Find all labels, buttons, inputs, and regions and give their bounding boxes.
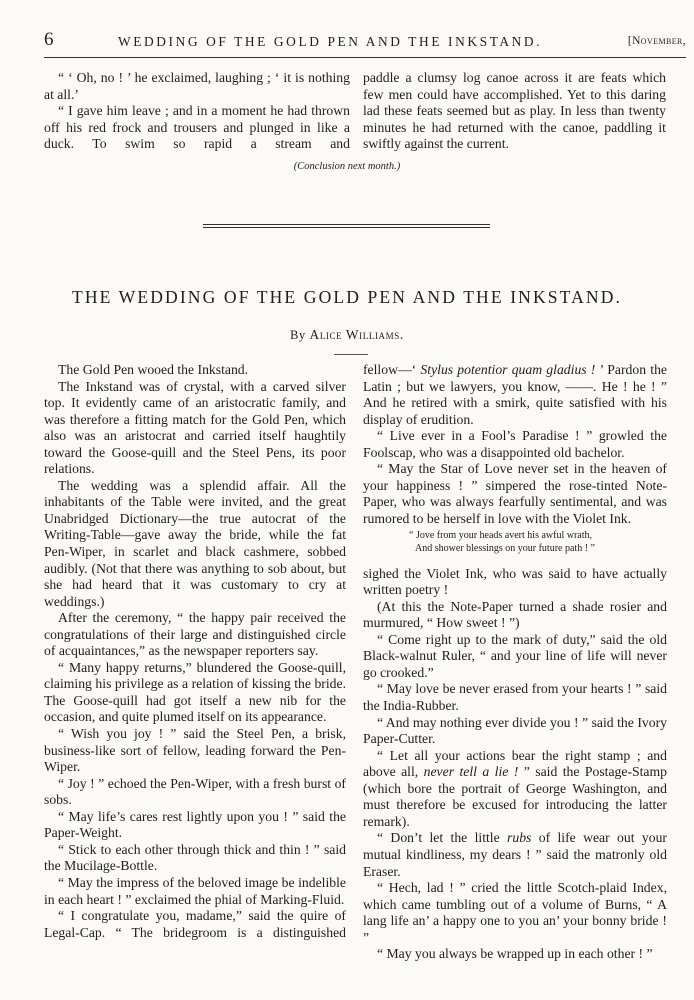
- paragraph: “ Live ever in a Fool’s Paradise ! ” growled the Foolscap, who was a disappointed old bachelor.: [363, 428, 667, 460]
- text-span: “ Don’t let the little: [377, 830, 508, 846]
- emphasis: rubs: [507, 830, 532, 846]
- text-span: of life wear out your mutual kindliness, my dears ! ” said the matronly old Eraser.: [363, 830, 667, 879]
- byline: [0, 327, 694, 343]
- author-name: Alice Williams.: [309, 327, 404, 342]
- paragraph: The Inkstand was of crystal, with a carved silver top. It evidently came of an aristocratic family, and was therefore a fitting match for the Gold Pen, which also was an aristocrat and carried itself haughtily toward the Goose-quill and the Steel Pens, its poor relations.: [44, 378, 346, 477]
- paragraph: “ May the impress of the beloved image be indelible in each heart ! ” exclaimed the phial of Marking-Fluid.: [44, 874, 346, 907]
- story-separator: [203, 224, 490, 228]
- previous-story-left-column: [44, 70, 350, 153]
- byline-rule: [334, 354, 368, 355]
- previous-story-right-column: [363, 70, 666, 153]
- paragraph: “ May life’s cares rest lightly upon you ! ” said the Paper-Weight.: [44, 808, 346, 841]
- continuation-note: (Conclusion next month.): [293, 161, 401, 172]
- paragraph: “ I gave him leave ; and in a moment he had thrown off his red frock and trousers and plunged in like a duck. To swim so rapid a stream and: [44, 103, 350, 152]
- running-title: WEDDING OF THE GOLD PEN AND THE INKSTAND.: [118, 34, 543, 49]
- paragraph: “ Joy ! ” echoed the Pen-Wiper, with a fresh burst of sobs.: [44, 775, 346, 808]
- header-rule: [44, 57, 686, 58]
- article-left-column: [44, 362, 346, 941]
- poem-verse: [409, 530, 667, 555]
- text-span: ’ Pardon the Latin ; but we lawyers, you know, ——. He ! he ! ” And he retired with a smirk, quite satisfied with his display of erudition.: [363, 362, 668, 427]
- paragraph: The Gold Pen wooed the Inkstand.: [58, 362, 249, 377]
- paragraph: “ May you always be wrapped up in each other ! ”: [377, 946, 653, 962]
- paragraph: paddle a clumsy log canoe across it are feats which few men could have accomplished. Yet to this daring lad these feats seemed but as play. In less than twenty minutes he had returned with the canoe, paddling it swiftly against the current.: [363, 70, 666, 152]
- latin-motto: Stylus potentior quam gladius !: [420, 362, 596, 377]
- paragraph: (At this the Note-Paper turned a shade rosier and murmured, “ How sweet ! ”): [363, 598, 667, 631]
- text-span: “ Let all your actions bear the right stamp ; and above all,: [363, 747, 667, 780]
- issue-month: [November,: [627, 35, 686, 47]
- article-title: THE WEDDING OF THE GOLD PEN AND THE INKSTAND.: [71, 287, 622, 307]
- paragraph: “ May love be never erased from your hearts ! ” said the India-Rubber.: [363, 681, 667, 714]
- paragraph: The wedding was a splendid affair. All the inhabitants of the Table were invited, and the great Unabridged Dictionary—the true autocrat of the Writing-Table—gave away the bride, while the fat Pen-Wiper, in scarlet and black cashmere, sobbed audibly. (Not that there was anything to sob about, but she had heard that it was customary to cry at weddings.): [44, 477, 346, 609]
- paragraph: “ Many happy returns,” blundered the Goose-quill, claiming his privilege as a relation of kissing the bride. The Goose-quill had got itself a new nib for the occasion, and quite plumed itself on its appearance.: [44, 659, 346, 725]
- paragraph: “ I congratulate you, madame,” said the quire of Legal-Cap. “ The bridegroom is a distinguished: [44, 908, 346, 940]
- poem-line: And shower blessings on your future path ! ”: [415, 543, 595, 555]
- page-number: 6: [44, 29, 54, 50]
- text-span: ” said the Postage-Stamp (which bore the portrait of George Washington, and must therefore be excused for introducing the latter remark).: [363, 764, 667, 829]
- paragraph: [363, 362, 667, 428]
- paragraph: “ May the Star of Love never set in the heaven of your happiness ! ” simpered the rose-tinted Note-Paper, who was always fearfully sentimental, and was rumored to be herself in love with the Violet Ink.: [363, 461, 667, 526]
- paragraph: “ Come right up to the mark of duty,” said the old Black-walnut Ruler, “ and your line of life will never go crooked.”: [363, 631, 667, 680]
- running-header: [44, 29, 686, 55]
- text-span: fellow—‘: [363, 362, 421, 377]
- emphasis: never tell a lie !: [423, 764, 519, 780]
- poem-line: “ Jove from your heads avert his awful wrath,: [409, 530, 592, 542]
- paragraph: “ Stick to each other through thick and thin ! ” said the Mucilage-Bottle.: [44, 841, 346, 874]
- paragraph: “ ‘ Oh, no ! ’ he exclaimed, laughing ; ‘ it is nothing at all.’: [44, 70, 350, 102]
- paragraph: sighed the Violet Ink, who was said to have actually written poetry !: [363, 565, 667, 598]
- paragraph: “ Hech, lad ! ” cried the little Scotch-plaid Index, which came tumbling out of a volume of Burns, “ A lang life an’ a happy one to you an’ your bonny bride ! ”: [363, 880, 667, 945]
- paragraph: [363, 748, 667, 831]
- paragraph: “ And may nothing ever divide you ! ” said the Ivory Paper-Cutter.: [363, 714, 667, 747]
- byline-by: By: [290, 328, 306, 342]
- paragraph: After the ceremony, “ the happy pair received the congratulations of their large and distinguished circle of acquaintances,” as the newspaper reporters say.: [44, 610, 346, 659]
- article-right-column: [363, 362, 667, 963]
- paragraph: “ Wish you joy ! ” said the Steel Pen, a brisk, business-like sort of fellow, leading forward the Pen-Wiper.: [44, 726, 346, 775]
- paragraph: [363, 830, 667, 880]
